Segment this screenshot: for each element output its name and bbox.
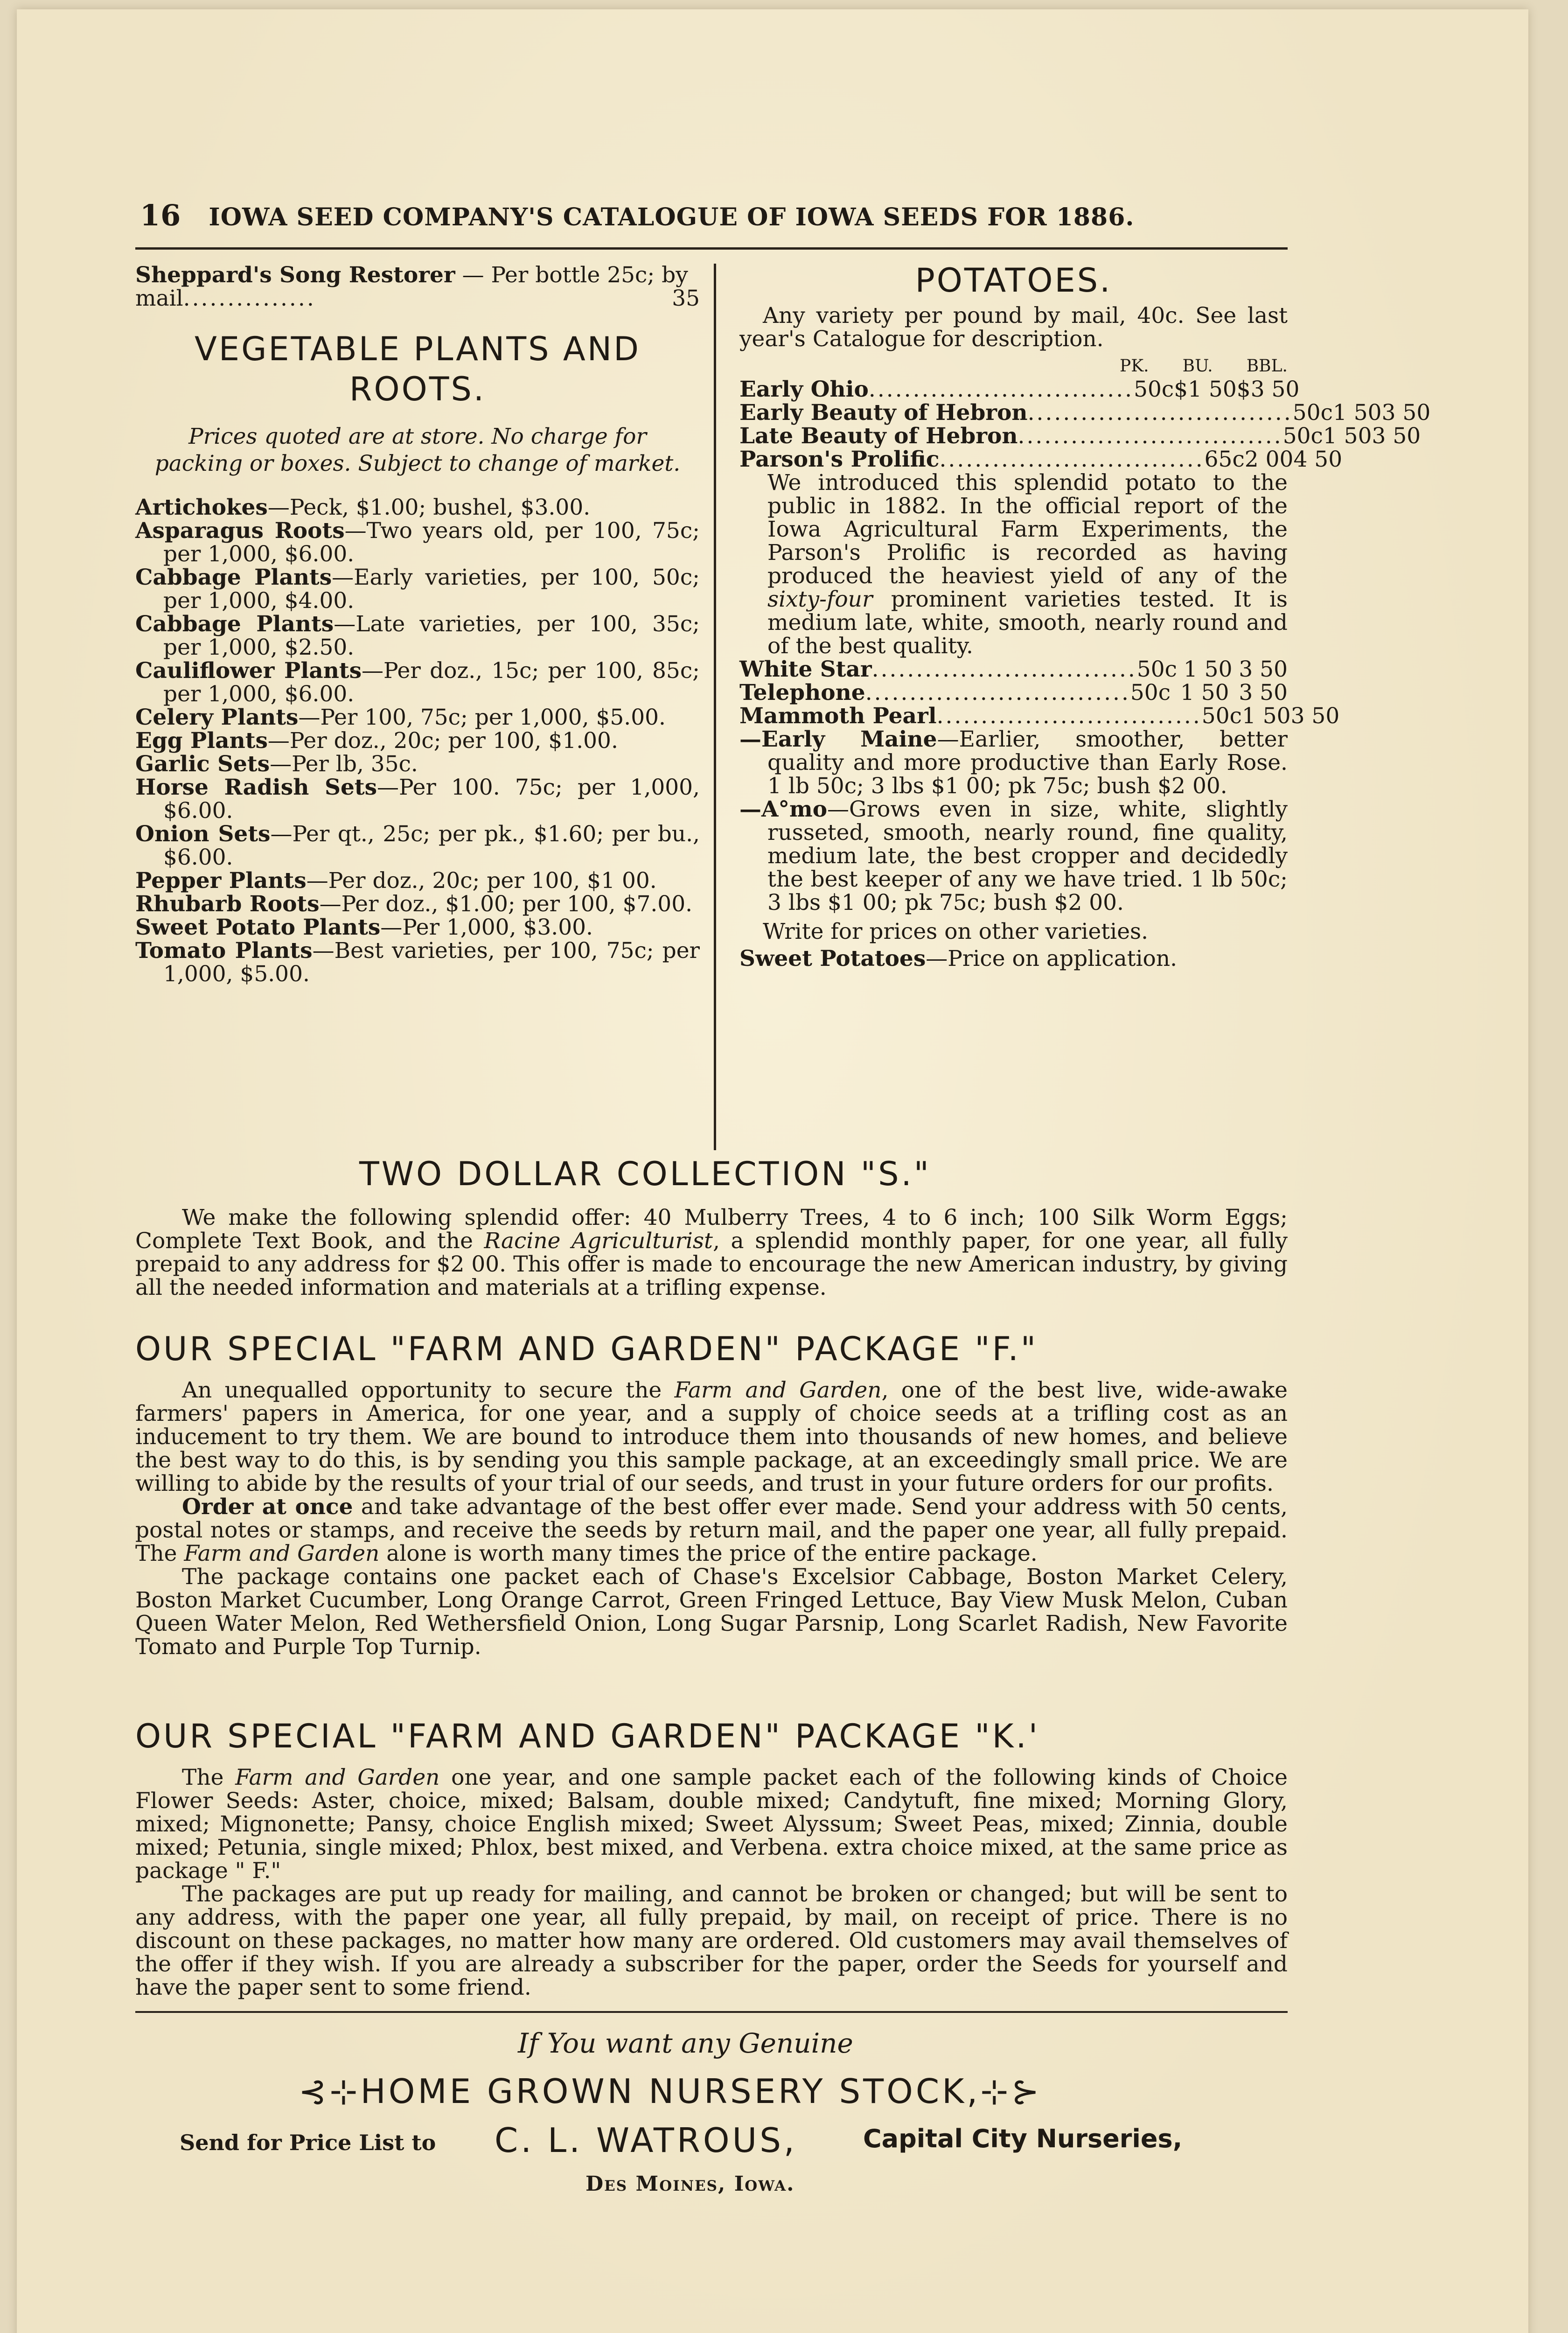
sheppard-desc: — Per bottle 25c; by mail <box>135 262 688 311</box>
column-divider <box>714 264 716 1150</box>
vegetable-item: Celery Plants—Per 100, 75c; per 1,000, $5.00. <box>135 705 666 730</box>
potato-row: Early Beauty of Hebron.............................. 50c 1 50 3 50 <box>739 400 1431 426</box>
header-rule <box>135 247 1288 250</box>
sweet-potatoes-entry: Sweet Potatoes—Price on application. <box>739 946 1178 971</box>
running-header <box>140 198 1283 232</box>
potato-row: Telephone.............................. 50c 1 50 3 50 <box>739 680 1288 705</box>
col-header-pk: PK. <box>1120 356 1149 376</box>
package-f-heading: OUR SPECIAL "FARM AND GARDEN" PACKAGE "F." <box>135 1330 1038 1368</box>
ad-nursery-stock: HOME GROWN NURSERY STOCK, <box>360 2072 981 2111</box>
potato-row: Early Ohio.............................. 50c $1 50 $3 50 <box>739 377 1300 402</box>
vegetable-item: Artichokes—Peck, $1.00; bushel, $3.00. <box>135 495 591 520</box>
potato-list-a <box>739 377 1431 472</box>
sheppard-name: Sheppard's Song Restorer <box>135 262 455 288</box>
vegetable-item: Egg Plants—Per doz., 20c; per 100, $1.00. <box>135 728 618 754</box>
ad-location: Des Moines, Iowa. <box>585 2172 795 2196</box>
package-k-paragraph-1: The Farm and Garden one year, and one sample packet each of the following kinds of Choice Flower Seeds: Aster, choice, mixed; Balsam, double mixed; Candytuft, fine mixed; Morning Glory, mixed; Mignonette; Pansy, choice English mixed; Sweet Alyssum; Sweet Peas, mixed; Zinnia, double mixed; Petunia, single mixed; Phlox, best mixed, and Verbena. extra choice mixed, at the same price as package " F." <box>135 1765 1288 1884</box>
two-dollar-body <box>135 1206 1288 1299</box>
package-k-paragraph-2: The packages are put up ready for mailing, and cannot be broken or changed; but will be sent to any address, with the paper one year, all fully prepaid, by mail, on receipt of price. There is no discount on these packages, no matter how many are ordered. Old customers may avail themselves of the offer if they wish. If you are already a subscriber for the paper, order the Seeds for yourself and have the paper sent to some friend. <box>135 1881 1288 2000</box>
package-f-paragraph-1: An unequalled opportunity to secure the Farm and Garden, one of the best live, wide-awake farmers' papers in America, for one year, and a supply of choice seeds at a trifling cost as an inducement to try them. We are bound to introduce them into thousands of new homes, and believe the best way to do this, is by sending you this sample package, at an exceedingly small price. We are willing to abide by the results of your trial of our seeds, and trust in your future orders for our profits. <box>135 1377 1288 1496</box>
vegetable-list <box>135 496 700 986</box>
potato-row: Parson's Prolific.............................. 65c 2 00 4 50 <box>739 447 1343 472</box>
potato-row: White Star.............................. 50c 1 50 3 50 <box>739 657 1288 682</box>
vegetable-item: Cabbage Plants—Late varieties, per 100, 35c; per 1,000, $2.50. <box>135 611 700 660</box>
ad-send-for: Send for Price List to <box>180 2130 436 2155</box>
package-f-paragraph-3: The package contains one packet each of Chase's Excelsior Cabbage, Boston Market Celery, Boston Market Cucumber, Long Orange Carrot, Green Fringed Lettuce, Bay View Musk Melon, Cuban Queen Water Melon, Red Wethersfield Onion, Long Sugar Parsnip, Long Scarlet Radish, New Favorite Tomato and Purple Top Turnip. <box>135 1564 1288 1660</box>
package-k-heading: OUR SPECIAL "FARM AND GARDEN" PACKAGE "K.' <box>135 1717 1040 1755</box>
potato-list-b <box>739 657 1340 729</box>
vegetable-note: Prices quoted are at store. No charge for packing or boxes. Subject to change of market. <box>154 424 681 476</box>
vegetable-plants-heading: VEGETABLE PLANTS AND ROOTS. <box>195 330 641 408</box>
vegetable-item: Rhubarb Roots—Per doz., $1.00; per 100, $7.00. <box>135 891 693 917</box>
ad-nursery-name: Capital City Nurseries, <box>863 2124 1183 2153</box>
vegetable-item: Tomato Plants—Best varieties, per 100, 75c; per 1,000, $5.00. <box>135 938 700 987</box>
vegetable-item: Garlic Sets—Per lb, 35c. <box>135 751 418 777</box>
parsons-description: We introduced this splendid potato to the public in 1882. In the official report of the Iowa Agricultural Farm Experiments, the Parson's Prolific is recorded as having produced the heaviest yield of any of the sixty-four prominent varieties tested. It is medium late, white, smooth, nearly round and of the best quality. <box>767 470 1288 659</box>
ad-name: C. L. WATROUS, <box>495 2121 797 2160</box>
vegetable-item: Cabbage Plants—Early varieties, per 100, 50c; per 1,000, $4.00. <box>135 565 700 614</box>
right-column <box>739 261 1431 971</box>
alamo-entry: —A°mo—Grows even in size, white, slightly russeted, smooth, nearly round, fine quality, medium late, the best cropper and decidedly the best keeper of any we have tried. 1 lb 50c; 3 lbs $1 00; pk 75c; bush $2 00. <box>739 796 1288 915</box>
running-title: IOWA SEED COMPANY'S CATALOGUE OF IOWA SEEDS FOR 1886. <box>209 203 1135 231</box>
potato-row: Late Beauty of Hebron.............................. 50c 1 50 3 50 <box>739 423 1421 449</box>
vegetable-item: Asparagus Roots—Two years old, per 100, 75c; per 1,000, $6.00. <box>135 518 700 567</box>
vegetable-item: Horse Radish Sets—Per 100. 75c; per 1,000, $6.00. <box>135 775 700 824</box>
vegetable-item: Pepper Plants—Per doz., 20c; per 100, $1 00. <box>135 868 657 894</box>
write-for-prices: Write for prices on other varieties. <box>763 919 1149 944</box>
early-maine-entry: —Early Maine—Earlier, smoother, better quality and more productive than Early Rose. 1 lb 50c; 3 lbs $1 00; pk 75c; bush $2 00. <box>739 726 1288 799</box>
package-f-paragraph-2: Order at once and take advantage of the best offer ever made. Send your address with 50 cents, postal notes or stamps, and receive the seeds by return mail, and the paper one year, all fully prepaid. The Farm and Garden alone is worth many times the price of the entire package. <box>135 1494 1288 1566</box>
ad-line-1: If You want any Genuine <box>518 2027 853 2059</box>
col-header-bbl: BBL. <box>1246 356 1288 376</box>
potatoes-heading: POTATOES. <box>915 261 1112 300</box>
col-header-bu: BU. <box>1182 356 1213 376</box>
vegetable-item: Onion Sets—Per qt., 25c; per pk., $1.60; per bu., $6.00. <box>135 821 700 870</box>
vegetable-item: Sweet Potato Plants—Per 1,000, $3.00. <box>135 915 593 940</box>
vegetable-item: Cauliflower Plants—Per doz., 15c; per 100, 85c; per 1,000, $6.00. <box>135 658 700 707</box>
ad-deco-left: ⊰⊹ <box>299 2072 361 2111</box>
potatoes-intro: Any variety per pound by mail, 40c. See last year's Catalogue for description. <box>739 303 1288 352</box>
sheppard-entry: Sheppard's Song Restorer — Per bottle 25c; by mail............... 35 <box>135 262 700 311</box>
sheppard-price: 35 <box>672 286 700 311</box>
potato-row: Mammoth Pearl.............................. 50c 1 50 3 50 <box>739 703 1340 729</box>
ad-deco-right: ⊹⊱ <box>980 2072 1042 2111</box>
ad-line-2 <box>299 2072 1042 2111</box>
price-column-headers <box>739 355 1288 378</box>
footer-rule <box>135 2011 1288 2013</box>
page-number: 16 <box>140 198 181 232</box>
two-dollar-heading: TWO DOLLAR COLLECTION "S." <box>359 1155 931 1193</box>
package-f-body <box>135 1379 1288 1659</box>
package-k-body <box>135 1766 1288 1999</box>
left-column <box>135 264 700 986</box>
two-dollar-paragraph: We make the following splendid offer: 40 Mulberry Trees, 4 to 6 inch; 100 Silk Worm Eggs; Complete Text Book, and the Racine Agriculturist, a splendid monthly paper, for one year, all fully prepaid to any address for $2 00. This offer is made to encourage the new American industry, by giving all the needed information and materials at a trifling expense. <box>135 1205 1288 1300</box>
